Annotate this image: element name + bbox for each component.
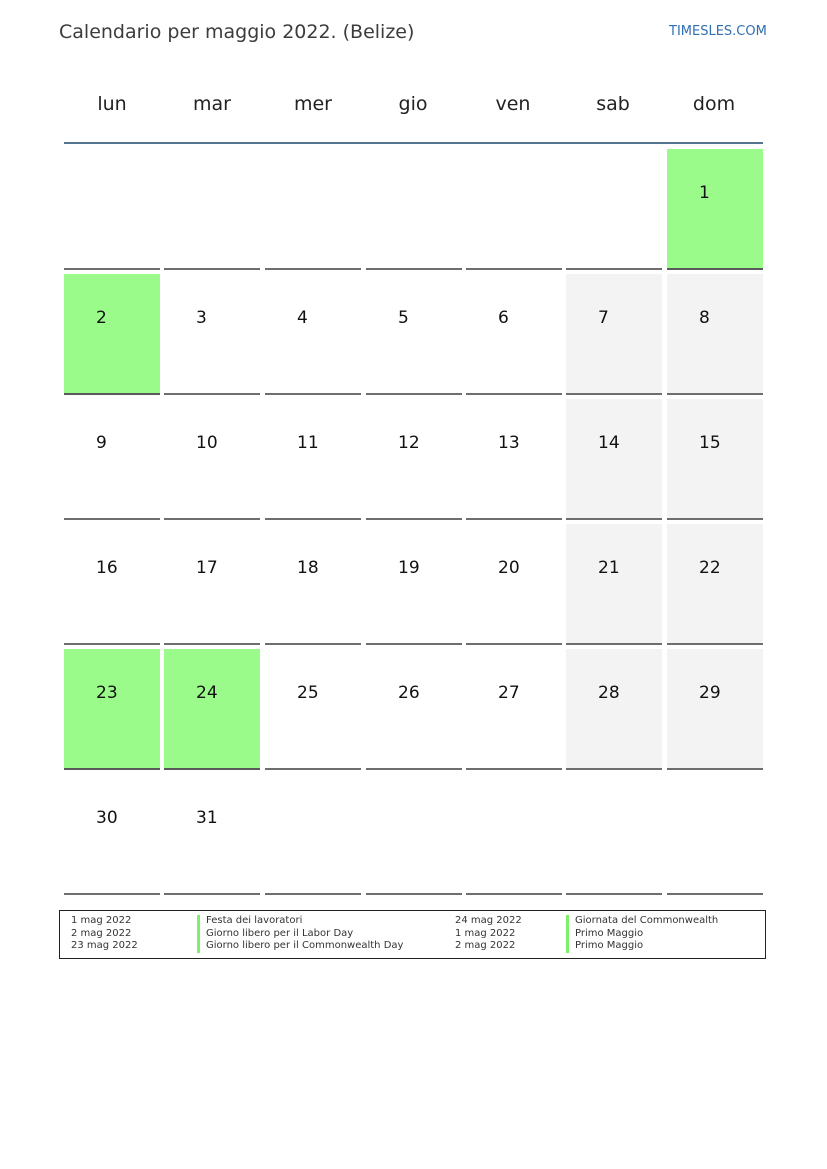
holiday-legend (59, 910, 766, 959)
legend-right-names (566, 915, 718, 953)
day-cell (164, 399, 260, 520)
site-link[interactable]: TIMESLES.COM (669, 24, 767, 39)
empty-day-cell (366, 774, 462, 895)
day-number: 10 (196, 433, 218, 453)
day-cell (466, 649, 562, 770)
day-number: 12 (398, 433, 420, 453)
day-cell (265, 399, 361, 520)
weekday-sat: sab (596, 93, 630, 115)
legend-date: 1 mag 2022 (455, 927, 516, 939)
day-number: 1 (699, 183, 710, 203)
weekday-wed: mer (293, 93, 332, 115)
day-number: 5 (398, 308, 409, 328)
day-number: 27 (498, 683, 520, 703)
day-number: 30 (96, 808, 118, 828)
day-number: 7 (598, 308, 609, 328)
legend-date: 2 mag 2022 (455, 940, 516, 951)
day-cell (265, 524, 361, 645)
empty-day-cell (566, 149, 662, 270)
page-title: Calendario per maggio 2022. (Belize) (59, 21, 415, 43)
day-cell (466, 524, 562, 645)
day-number: 25 (297, 683, 319, 703)
day-cell (265, 649, 361, 770)
legend-holiday-name: Giorno libero per il Labor Day (197, 928, 403, 941)
day-cell (667, 399, 763, 520)
day-cell (64, 399, 160, 520)
weekday-header-row (64, 90, 764, 120)
legend-right-dates (455, 915, 522, 953)
day-number: 31 (196, 808, 218, 828)
day-number: 22 (699, 558, 721, 578)
empty-day-cell (64, 149, 160, 270)
day-number: 17 (196, 558, 218, 578)
day-cell (64, 274, 160, 395)
day-cell (164, 649, 260, 770)
day-number: 18 (297, 558, 319, 578)
empty-day-cell (566, 774, 662, 895)
weekday-tue: mar (193, 93, 231, 115)
day-cell (466, 274, 562, 395)
day-number: 28 (598, 683, 620, 703)
header-divider (64, 142, 763, 144)
day-cell (64, 774, 160, 895)
day-cell (366, 399, 462, 520)
day-number: 23 (96, 683, 118, 703)
day-number: 11 (297, 433, 319, 453)
empty-day-cell (366, 149, 462, 270)
day-cell (566, 274, 662, 395)
weekday-thu: gio (398, 93, 428, 115)
day-number: 2 (96, 308, 107, 328)
day-number: 20 (498, 558, 520, 578)
day-number: 21 (598, 558, 620, 578)
day-number: 6 (498, 308, 509, 328)
day-cell (64, 649, 160, 770)
day-number: 26 (398, 683, 420, 703)
day-cell (164, 774, 260, 895)
day-number: 24 (196, 683, 218, 703)
day-cell (164, 274, 260, 395)
day-cell (466, 399, 562, 520)
legend-date: 2 mag 2022 (71, 927, 132, 939)
day-cell (667, 649, 763, 770)
day-cell (667, 149, 763, 270)
weekday-mon: lun (97, 93, 127, 115)
empty-day-cell (466, 774, 562, 895)
day-number: 16 (96, 558, 118, 578)
legend-date: 23 mag 2022 (71, 940, 138, 951)
day-cell (366, 649, 462, 770)
legend-left-dates (71, 915, 138, 953)
day-number: 29 (699, 683, 721, 703)
day-number: 19 (398, 558, 420, 578)
legend-holiday-name: Primo Maggio (566, 928, 718, 941)
legend-date: 1 mag 2022 (71, 915, 132, 926)
day-cell (566, 649, 662, 770)
day-number: 15 (699, 433, 721, 453)
empty-day-cell (466, 149, 562, 270)
day-cell (667, 274, 763, 395)
empty-day-cell (265, 774, 361, 895)
day-cell (366, 274, 462, 395)
legend-date: 24 mag 2022 (455, 915, 522, 926)
day-number: 4 (297, 308, 308, 328)
day-number: 13 (498, 433, 520, 453)
legend-holiday-name: Giorno libero per il Commonwealth Day (197, 940, 403, 953)
day-cell (64, 524, 160, 645)
empty-day-cell (667, 774, 763, 895)
day-cell (566, 524, 662, 645)
empty-day-cell (265, 149, 361, 270)
day-cell (265, 274, 361, 395)
day-cell (164, 524, 260, 645)
day-number: 8 (699, 308, 710, 328)
day-cell (366, 524, 462, 645)
day-number: 14 (598, 433, 620, 453)
day-number: 9 (96, 433, 107, 453)
weekday-sun: dom (692, 93, 736, 115)
legend-left-names (197, 915, 403, 953)
day-number: 3 (196, 308, 207, 328)
day-cell (566, 399, 662, 520)
empty-day-cell (164, 149, 260, 270)
day-cell (667, 524, 763, 645)
legend-holiday-name: Festa dei lavoratori (197, 915, 403, 928)
weekday-fri: ven (495, 93, 531, 115)
legend-holiday-name: Giornata del Commonwealth (566, 915, 718, 928)
legend-holiday-name: Primo Maggio (566, 940, 718, 953)
